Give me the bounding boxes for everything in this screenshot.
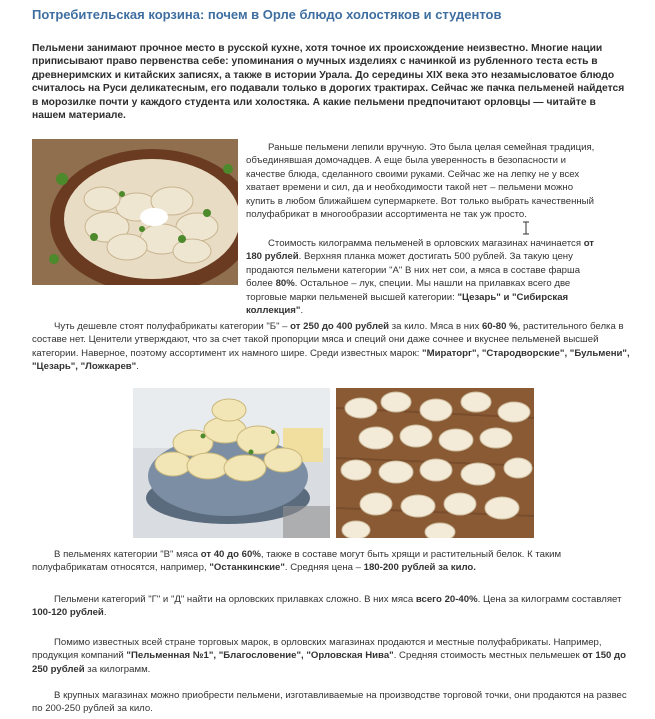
article-lead: Пельмени занимают прочное место в русской кухне, хотя точное их происхождение неизвестно. Многие нации приписывают право первенства себе: упоминания о мучных изделиях с начинкой из рубленного теста есть в древнеримских и китайских записях, а также в истории Урала. До середины XIX века это незамысловатое блюдо считалось на Руси деликатесным, его подавали только в дорогих трактирах. Сейчас же пачка пельменей найдется в морозилке почти у каждого студента или холостяка. А какие пельмени предпочитают орловцы — читайте в нашем материале.	[32, 43, 625, 122]
paragraph-1: Раньше пельмени лепили вручную. Это была целая семейная традиция, объединявшая домочадцев. А еще была уверенность в безопасности и качестве блюда, сделанного своими руками. Сейчас же на лепку не у всех хватает времени и сил, да и необходимости такой нет – пельмени можно купить в любом ближайшем супермаркете. Вот только выбрать качественный полуфабрикат в многообразии ассортимента не так уж просто.	[246, 142, 595, 221]
paragraph-2: Стоимость килограмма пельменей в орловских магазинах начинается от 180 рублей. Верхняя планка может достигать 500 рублей. За такую цену продаются пельмени категории "А" В них нет сои, а мяса в составе фарша более 80%. Остальное – лук, специи. Мы нашли на прилавках всего две торговые марки пельменей высшей категории: "Цезарь" и "Сибирская коллекция".	[246, 238, 595, 317]
text-cursor-icon	[522, 221, 530, 235]
article-title: Потребительская корзина: почем в Орле блюдо холостяков и студентов	[32, 7, 502, 22]
raw-pelmeni-image	[336, 388, 534, 538]
pelmeni-plate-image	[32, 139, 238, 285]
pelmeni-bowl-image	[133, 388, 330, 538]
paragraph-3: Чуть дешевле стоят полуфабрикаты категории "Б" – от 250 до 400 рублей за кило. Мяса в них 60-80 %, растительного белка в составе нет. Ценители утверждают, что за счет такой пропорции мяса и специй они даже сочнее и вкуснее пельменей высшей категории. Наверное, поэтому ассортимент их намного шире. Среди известных марок: "Мираторг", "Стародворские", "Бульмени", "Цезарь", "Ложкарев".	[32, 321, 630, 373]
paragraph-4: В пельменях категории "В" мяса от 40 до 60%, также в составе могут быть хрящи и растительный белок. К таким полуфабрикатам относятся, например, "Останкинские". Средняя цена – 180-200 рублей за кило.	[32, 549, 562, 574]
paragraph-5: Пельмени категорий "Г" и "Д" найти на орловских прилавках сложно. В них мяса всего 20-40%. Цена за килограмм составляет 100-120 рублей.	[32, 594, 622, 619]
paragraph-7: В крупных магазинах можно приобрести пельмени, изготавливаемые на производстве торговой точки, они продаются на развес по 200-250 рублей за кило.	[32, 690, 627, 715]
paragraph-6: Помимо известных всей стране торговых марок, в орловских магазинах продаются и местные полуфабрикаты. Например, продукция компаний "Пельменная №1", "Благословение", "Орловская Нива". Средняя стоимость местных пельмешек от 150 до 250 рублей за килограмм.	[32, 637, 626, 675]
